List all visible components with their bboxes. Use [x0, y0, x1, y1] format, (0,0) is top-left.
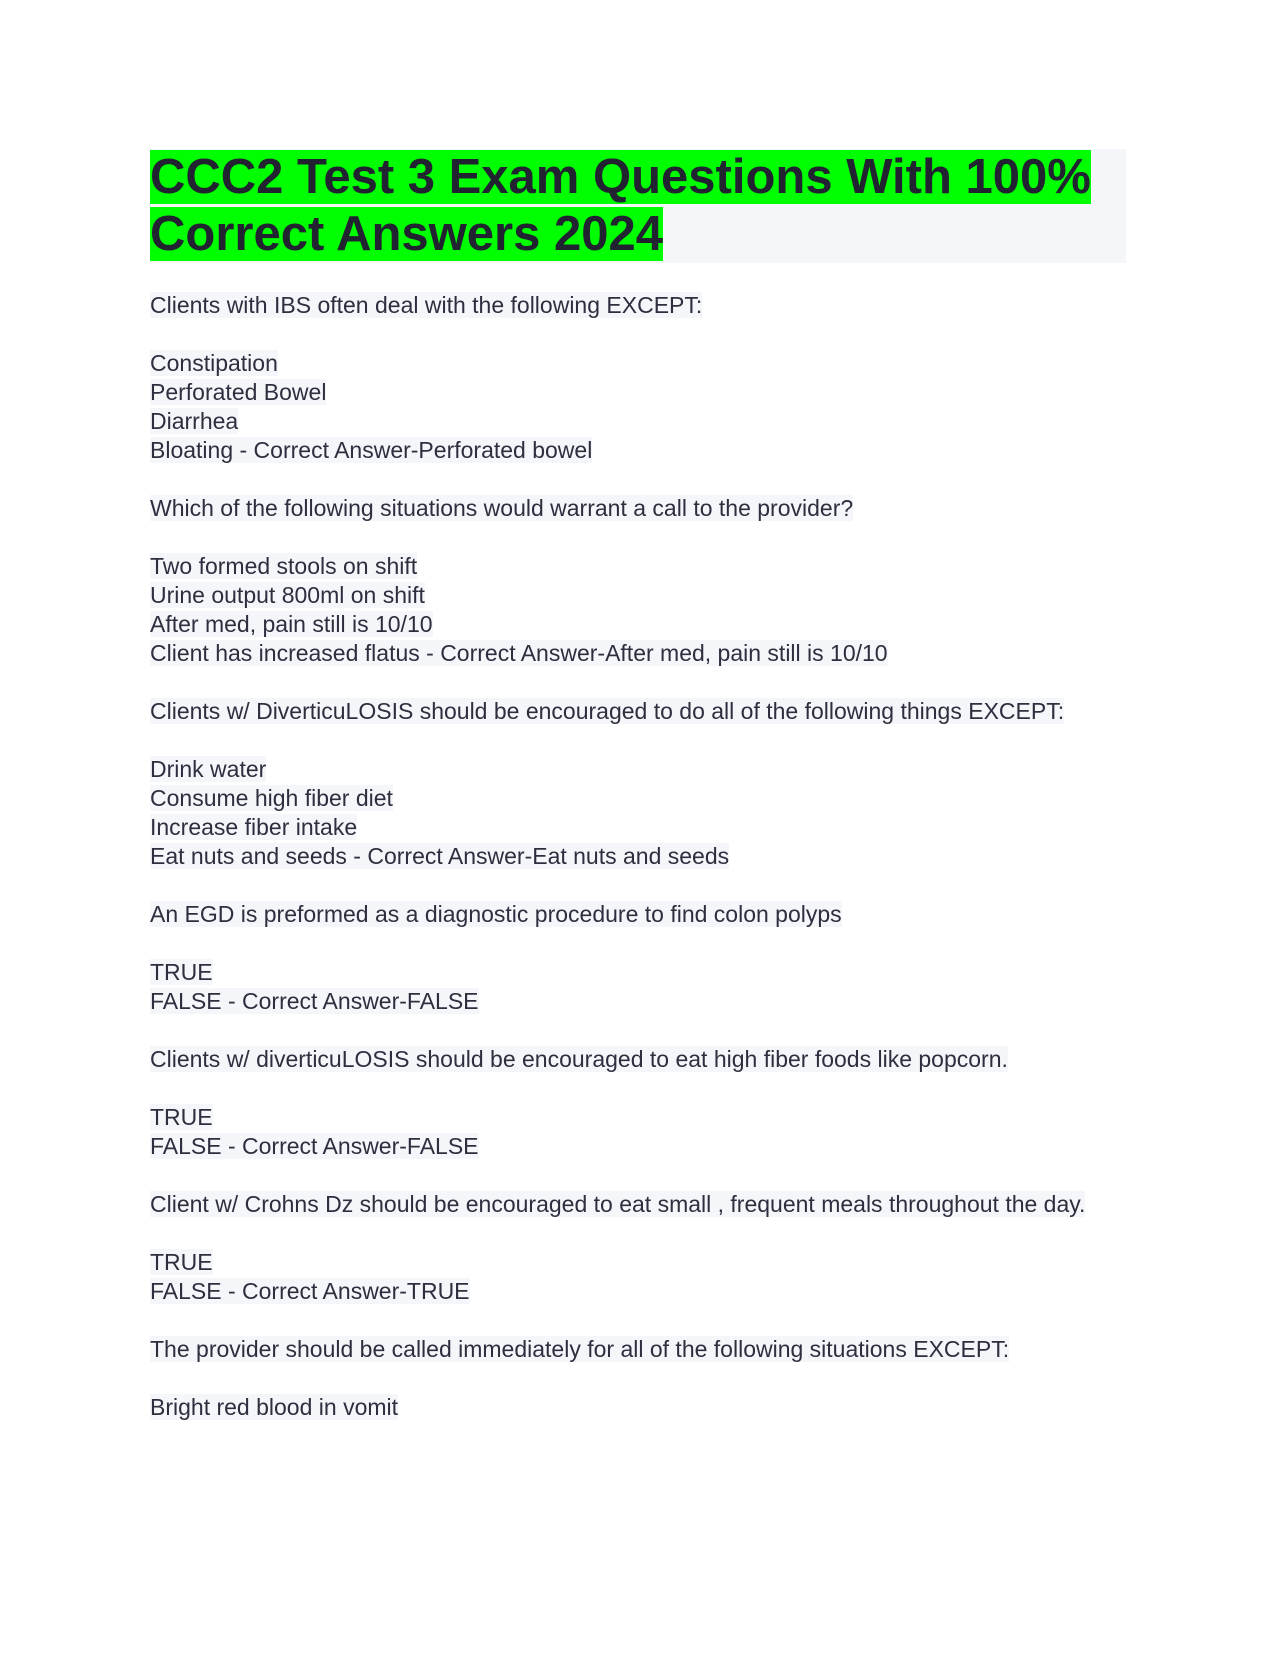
question-block — [150, 1335, 1130, 1422]
question-text: An EGD is preformed as a diagnostic procedure to find colon polyps — [150, 901, 842, 927]
question-block — [150, 1045, 1130, 1190]
document-page — [150, 149, 1130, 1422]
question-block — [150, 494, 1130, 697]
answer-option-with-correct-answer: FALSE - Correct Answer-FALSE — [150, 1133, 479, 1159]
answer-option: TRUE — [150, 959, 213, 985]
answer-option: Bright red blood in vomit — [150, 1394, 399, 1420]
question-text: The provider should be called immediately for all of the following situations EXCEPT: — [150, 1336, 1010, 1362]
answer-option-with-correct-answer: Bloating - Correct Answer-Perforated bowel — [150, 437, 593, 463]
answer-option-with-correct-answer: Client has increased flatus - Correct Answer-After med, pain still is 10/10 — [150, 640, 888, 666]
question-block — [150, 291, 1130, 494]
question-text: Client w/ Crohns Dz should be encouraged to eat small , frequent meals throughout the day. — [150, 1191, 1086, 1217]
question-text: Clients w/ diverticuLOSIS should be encouraged to eat high fiber foods like popcorn. — [150, 1046, 1008, 1072]
answer-option: After med, pain still is 10/10 — [150, 611, 433, 637]
title-highlight: CCC2 Test 3 Exam Questions With 100% Correct Answers 2024 — [150, 150, 1091, 261]
answer-option: TRUE — [150, 1104, 213, 1130]
answer-option: Consume high fiber diet — [150, 785, 393, 811]
answer-option: Urine output 800ml on shift — [150, 582, 425, 608]
answer-option: Constipation — [150, 350, 278, 376]
answer-option: Diarrhea — [150, 408, 239, 434]
question-text: Clients w/ DiverticuLOSIS should be encouraged to do all of the following things EXCEPT: — [150, 698, 1065, 724]
answer-option: TRUE — [150, 1249, 213, 1275]
answer-option-with-correct-answer: Eat nuts and seeds - Correct Answer-Eat nuts and seeds — [150, 843, 730, 869]
answer-option: Two formed stools on shift — [150, 553, 418, 579]
answer-option: Increase fiber intake — [150, 814, 358, 840]
question-block — [150, 697, 1130, 900]
question-text: Which of the following situations would warrant a call to the provider? — [150, 495, 854, 521]
question-text: Clients with IBS often deal with the following EXCEPT: — [150, 292, 703, 318]
document-title — [150, 149, 1126, 263]
title-block — [150, 149, 1126, 263]
answer-option-with-correct-answer: FALSE - Correct Answer-TRUE — [150, 1278, 470, 1304]
answer-option: Perforated Bowel — [150, 379, 327, 405]
question-block — [150, 1190, 1130, 1335]
answer-option: Drink water — [150, 756, 267, 782]
question-block — [150, 900, 1130, 1045]
answer-option-with-correct-answer: FALSE - Correct Answer-FALSE — [150, 988, 479, 1014]
